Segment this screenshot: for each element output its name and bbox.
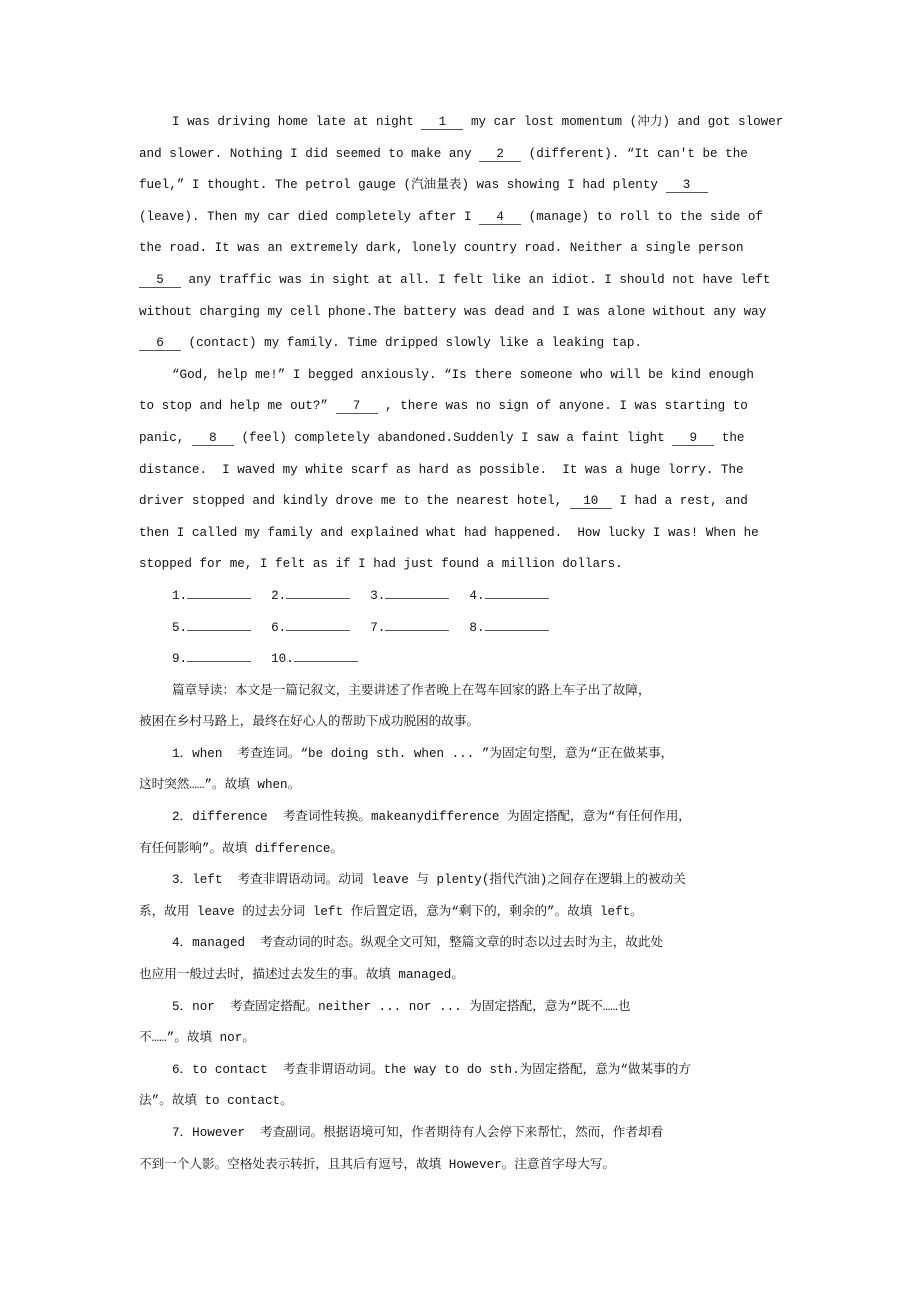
passage-line [139, 486, 839, 518]
answer-number: 5. [172, 620, 188, 635]
blank-number: 8 [192, 431, 234, 446]
answer-blank[interactable] [385, 630, 449, 631]
explanation-line: 不到一个人影。空格处表示转折，且其后有逗号，故填 However。注意首字母大写。 [139, 1157, 616, 1172]
explanation-line: 不……”。故填 nor。 [139, 1031, 255, 1046]
blank-number: 3 [666, 178, 708, 193]
passage-line [139, 328, 839, 360]
passage-line [139, 170, 839, 202]
passage-line [139, 265, 839, 297]
answer-number: 8. [469, 620, 485, 635]
document-page [139, 107, 839, 1181]
passage-text: (contact) my family. Time dripped slowly like a leaking tap. [181, 336, 643, 351]
answer-blank[interactable] [187, 661, 251, 662]
answer-number: 1. [172, 588, 188, 603]
blank-number: 1 [421, 115, 463, 130]
explanation-line: 法”。故填 to contact。 [139, 1094, 293, 1109]
explanation-line: 3．left 考查非谓语动词。动词 leave 与 plenty(指代汽油)之间存在逻辑上的被动关 [172, 873, 686, 888]
answer-blank[interactable] [294, 661, 358, 662]
explanation-line: 这时突然……”。故填 when。 [139, 778, 301, 793]
passage-text: I had a rest, and [611, 494, 748, 509]
explanation-line: 5．nor 考查固定搭配。neither ... nor ... 为固定搭配，意为“既不……也 [172, 999, 631, 1014]
blank-number: 9 [672, 431, 714, 446]
passage-line [139, 423, 839, 455]
passage-text: any traffic was in sight at all. I felt like an idiot. I should not have left [181, 272, 771, 287]
passage-text: then I called my family and explained what had happened. How lucky I was! When he [139, 525, 759, 540]
passage-line [139, 297, 839, 329]
passage-line [139, 139, 839, 171]
passage-text: (manage) to roll to the side of [521, 209, 763, 224]
explanation-line: 6．to contact 考查非谓语动词。the way to do sth.为固定搭配，意为“做某事的方 [172, 1062, 691, 1077]
answer-blank[interactable] [286, 630, 350, 631]
answer-number: 7. [370, 620, 386, 635]
explanation-line: 篇章导读：本文是一篇记叙文，主要讲述了作者晚上在驾车回家的路上车子出了故障， [172, 683, 651, 698]
passage-line [139, 360, 839, 392]
answer-blank[interactable] [187, 630, 251, 631]
passage-text: without charging my cell phone.The battery was dead and I was alone without any way [139, 304, 767, 319]
passage-text: (leave). Then my car died completely after I [139, 209, 480, 224]
explanation-line: 2．difference 考查词性转换。makeanydifference 为固定搭配，意为“有任何作用， [172, 810, 691, 825]
passage-line [139, 518, 839, 550]
blank-number: 5 [139, 273, 181, 288]
explanation-line: 4．managed 考查动词的时态。纵观全文可知，整篇文章的时态以过去时为主，故此处 [172, 936, 664, 951]
answer-number: 2. [271, 588, 287, 603]
passage-text: the road. It was an extremely dark, lonely country road. Neither a single person [139, 241, 744, 256]
passage-text: , there was no sign of anyone. I was starting to [377, 399, 748, 414]
passage-text: fuel,” I thought. The petrol gauge (汽油量表) was showing I had plenty [139, 178, 666, 193]
cloze-passage [139, 107, 839, 581]
explanation-line: 也应用一般过去时，描述过去发生的事。故填 managed。 [139, 968, 464, 983]
passage-line [139, 549, 839, 581]
blank-number: 4 [479, 210, 521, 225]
passage-line [139, 233, 839, 265]
answer-number: 6. [271, 620, 287, 635]
passage-text: distance. I waved my white scarf as hard as possible. It was a huge lorry. The [139, 462, 744, 477]
explanation-line: 被困在乡村马路上，最终在好心人的帮助下成功脱困的故事。 [139, 715, 480, 730]
explanation-line: 有任何影响”。故填 difference。 [139, 841, 344, 856]
answer-number: 10. [271, 652, 294, 667]
passage-line [139, 455, 839, 487]
explanation-line: 7．However 考查副词。根据语境可知，作者期待有人会停下来帮忙，然而，作者却看 [172, 1126, 664, 1140]
passage-text: and slower. Nothing I did seemed to make any [139, 146, 480, 161]
passage-line [139, 391, 839, 423]
answer-number: 4. [469, 588, 485, 603]
explanation-line: 系，故用 leave 的过去分词 left 作后置定语，意为“剩下的，剩余的”。故填 left。 [139, 904, 643, 919]
passage-text: my car lost momentum (冲力) and got slower [463, 115, 784, 129]
answer-blank[interactable] [485, 630, 549, 631]
blank-number: 10 [570, 494, 612, 509]
blank-number: 2 [479, 147, 521, 162]
blank-number: 6 [139, 336, 181, 351]
passage-text: stopped for me, I felt as if I had just found a million dollars. [139, 557, 623, 572]
answer-number: 3. [370, 588, 386, 603]
answer-blank[interactable] [485, 598, 549, 599]
passage-text: the [714, 430, 745, 445]
passage-line [139, 202, 839, 234]
passage-text: I was driving home late at night [172, 115, 422, 129]
answer-blank[interactable] [286, 598, 350, 599]
blank-number: 7 [336, 399, 378, 414]
answer-number: 9. [172, 652, 188, 667]
answer-row [139, 644, 839, 676]
passage-text: to stop and help me out?” [139, 399, 336, 414]
answer-blanks [139, 581, 839, 676]
passage-text: (feel) completely abandoned.Suddenly I saw a faint light [233, 430, 673, 445]
passage-text: driver stopped and kindly drove me to the nearest hotel, [139, 494, 570, 509]
passage-text: (different). “It can't be the [521, 146, 748, 161]
answer-blank[interactable] [187, 598, 251, 599]
passage-text: “God, help me!” I begged anxiously. “Is there someone who will be kind enough [172, 367, 754, 382]
passage-text: panic, [139, 430, 192, 445]
answer-blank[interactable] [385, 598, 449, 599]
answer-row [139, 581, 839, 613]
answer-explanation [139, 676, 839, 1182]
answer-row [139, 613, 839, 645]
passage-line [139, 107, 839, 139]
explanation-line: 1．when 考查连词。“be doing sth. when ... ”为固定句型，意为“正在做某事， [172, 746, 674, 761]
